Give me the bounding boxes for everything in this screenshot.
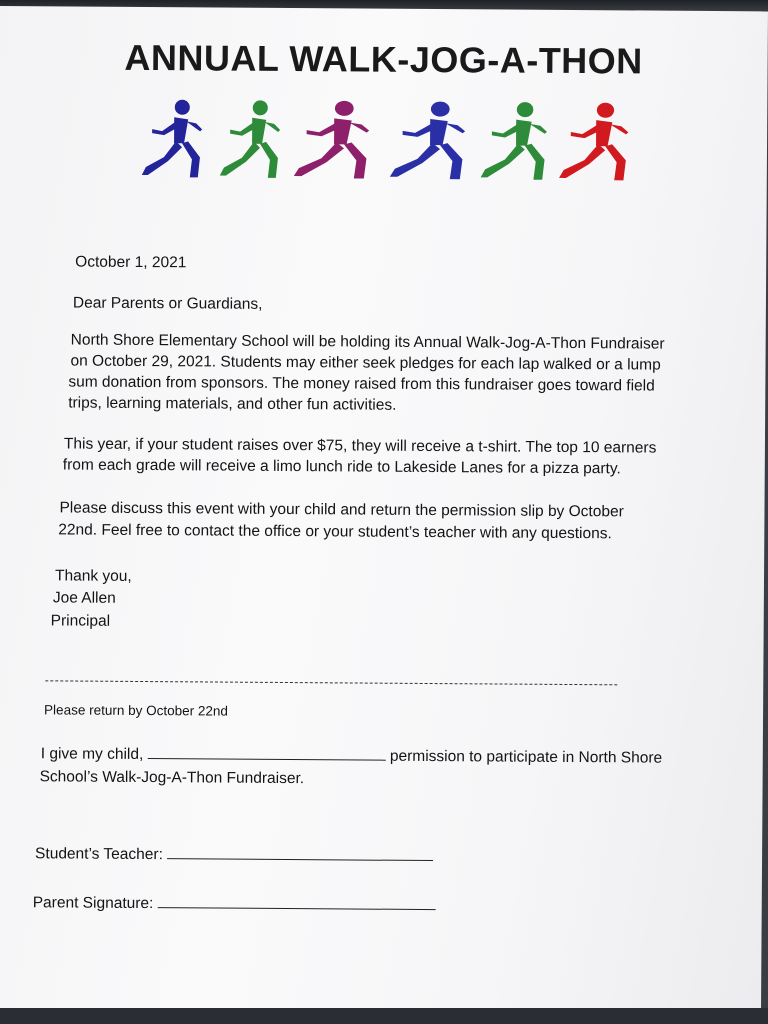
teacher-name-field[interactable] — [167, 843, 433, 861]
letter-salutation: Dear Parents or Guardians, — [72, 294, 263, 313]
runners-illustration — [134, 93, 635, 188]
signature-label: Parent Signature: — [32, 894, 154, 913]
runner-icon-5 — [481, 102, 548, 180]
letter-date: October 1, 2021 — [75, 253, 187, 272]
permission-line-1 — [41, 742, 663, 769]
runner-icon-4 — [390, 101, 466, 179]
runner-icon-1 — [142, 99, 203, 177]
signer-title: Principal — [50, 612, 111, 630]
flyer-title: ANNUAL WALK-JOG-A-THON — [124, 36, 643, 82]
paragraph-1-line-1: North Shore Elementary School will be holding its Annual Walk-Jog-A-Thon Fundraiser — [70, 331, 665, 353]
permission-prefix: I give my child, — [40, 745, 144, 764]
signer-name: Joe Allen — [52, 589, 116, 607]
runner-icon-2 — [220, 100, 281, 178]
return-note: Please return by October 22nd — [44, 702, 228, 719]
paragraph-3-line-2: 22nd. Feel free to contact the office or your student’s teacher with any questions. — [58, 521, 612, 543]
letter-closing: Thank you, — [54, 567, 132, 585]
table-surface-bottom — [0, 1008, 768, 1024]
tear-off-line — [45, 680, 617, 685]
child-name-field[interactable] — [148, 743, 386, 761]
paragraph-1-line-2: on October 29, 2021. Students may either seek pledges for each lap walked or a lump — [70, 352, 661, 374]
permission-line-2: School’s Walk-Jog-A-Thon Fundraiser. — [39, 768, 305, 788]
paragraph-1-line-4: trips, learning materials, and other fun activities. — [68, 394, 397, 414]
paragraph-2-line-2: from each grade will receive a limo lunch ride to Lakeside Lanes for a pizza party. — [62, 456, 621, 478]
teacher-label: Student’s Teacher: — [35, 845, 163, 864]
parent-signature-field[interactable] — [158, 892, 436, 910]
paragraph-2-line-1: This year, if your student raises over $75, they will receive a t-shirt. The top 10 earners — [63, 435, 657, 457]
paragraph-3-line-1: Please discuss this event with your child and return the permission slip by October — [59, 499, 624, 521]
permission-suffix: permission to participate in North Shore — [389, 747, 663, 767]
flyer-page — [0, 6, 768, 1015]
runner-icon-3 — [294, 101, 370, 179]
paragraph-1-line-3: sum donation from sponsors. The money raised from this fundraiser goes toward field — [68, 373, 655, 395]
signature-line — [33, 891, 436, 916]
teacher-line — [35, 842, 433, 867]
runner-icon-6 — [559, 102, 629, 180]
